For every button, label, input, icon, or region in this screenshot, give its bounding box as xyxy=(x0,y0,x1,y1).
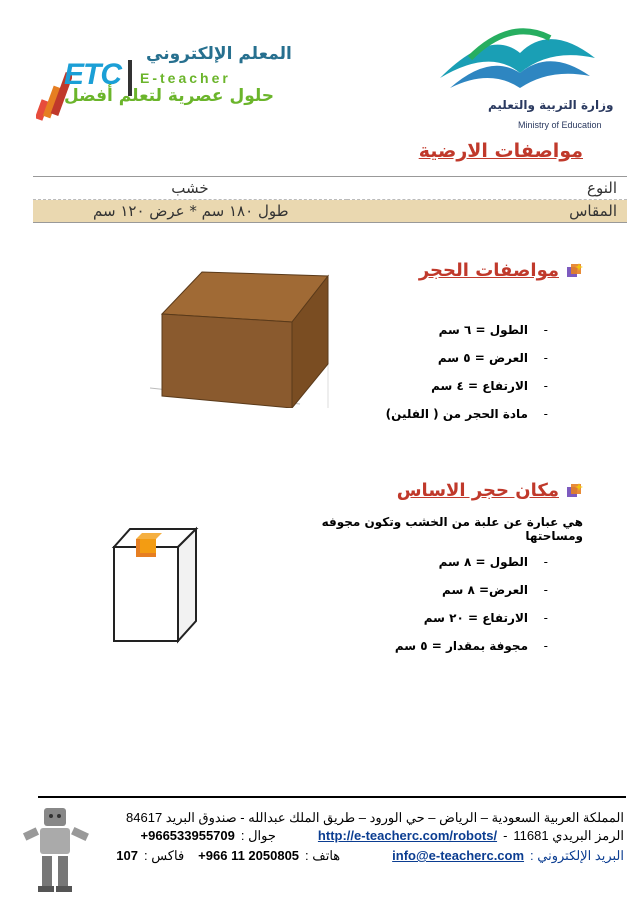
robot-icon xyxy=(10,800,100,900)
footer-divider xyxy=(38,796,626,798)
base-description: هي عبارة عن علبة من الخشب وتكون مجوفه ومساحتها xyxy=(321,515,583,543)
footer-fax: 107 xyxy=(116,848,138,863)
stone-spec-list xyxy=(328,316,548,428)
etc-tagline: حلول عصرية لتعلم أفضل xyxy=(64,86,275,106)
stone-illustration xyxy=(150,268,335,408)
list-item: - العرض= ٨ سم xyxy=(442,583,548,597)
list-item: - الطول = ٦ سم xyxy=(438,323,548,337)
list-item: - الطول = ٨ سم xyxy=(438,555,548,569)
table-row xyxy=(33,200,627,223)
list-item: - العرض = ٥ سم xyxy=(437,351,548,365)
etc-arabic-name: المعلم الإلكتروني xyxy=(146,44,292,64)
base-heading-row xyxy=(397,480,583,501)
list-item: - الارتفاع = ٢٠ سم xyxy=(423,611,548,625)
base-heading: مكان حجر الاساس xyxy=(396,480,559,501)
size-label: المقاس xyxy=(347,200,627,223)
footer-email-label: البريد الإلكتروني : xyxy=(530,848,624,863)
ministry-logo xyxy=(420,18,600,133)
footer-mobile-label: جوال : xyxy=(240,828,276,843)
page-title: مواصفات الارضية xyxy=(418,140,583,162)
spec-table xyxy=(33,176,627,223)
type-value: خشب xyxy=(33,177,347,200)
base-box-illustration xyxy=(110,525,200,645)
footer-website-link[interactable]: http://e-teacherc.com/robots/ xyxy=(317,828,498,843)
base-spec-list xyxy=(328,548,548,660)
list-item: - مجوفة بمقدار = ٥ سم xyxy=(394,639,548,653)
ministry-english-name: Ministry of Education xyxy=(518,120,602,130)
sparkle-bullet-icon xyxy=(565,482,583,500)
stone-heading: مواصفات الحجر xyxy=(418,260,559,281)
table-row xyxy=(33,177,627,200)
footer-mobile: +966533955709 xyxy=(140,828,235,843)
footer-phone: +966 11 2050805 xyxy=(198,848,300,863)
book-emblem-icon xyxy=(430,18,600,98)
footer-phone-label: هاتف : xyxy=(305,848,341,863)
footer-postal: الرمز البريدي 11681 xyxy=(513,828,624,843)
footer-address: المملكة العربية السعودية – الرياض – حي الورود – طريق الملك عبدالله - صندوق البريد 84617 xyxy=(126,810,624,825)
size-value: طول ١٨٠ سم * عرض ١٢٠ سم xyxy=(33,200,347,223)
list-item: - مادة الحجر من ( الفلين) xyxy=(385,407,548,421)
etc-badge: ETC xyxy=(64,58,121,91)
footer-line-2 xyxy=(116,828,624,844)
footer-sep: - xyxy=(503,828,508,843)
etc-english-name: E-teacher xyxy=(140,70,231,86)
stone-heading-row xyxy=(419,260,583,281)
list-item: - الارتفاع = ٤ سم xyxy=(431,379,548,393)
sparkle-bullet-icon xyxy=(565,262,583,280)
ministry-arabic-name: وزارة التربية والتعليم xyxy=(488,98,614,112)
footer-fax-label: فاكس : xyxy=(144,848,185,863)
footer-line-3 xyxy=(116,848,624,864)
footer-email-link[interactable]: info@e-teacherc.com xyxy=(392,848,525,863)
type-label: النوع xyxy=(347,177,627,200)
